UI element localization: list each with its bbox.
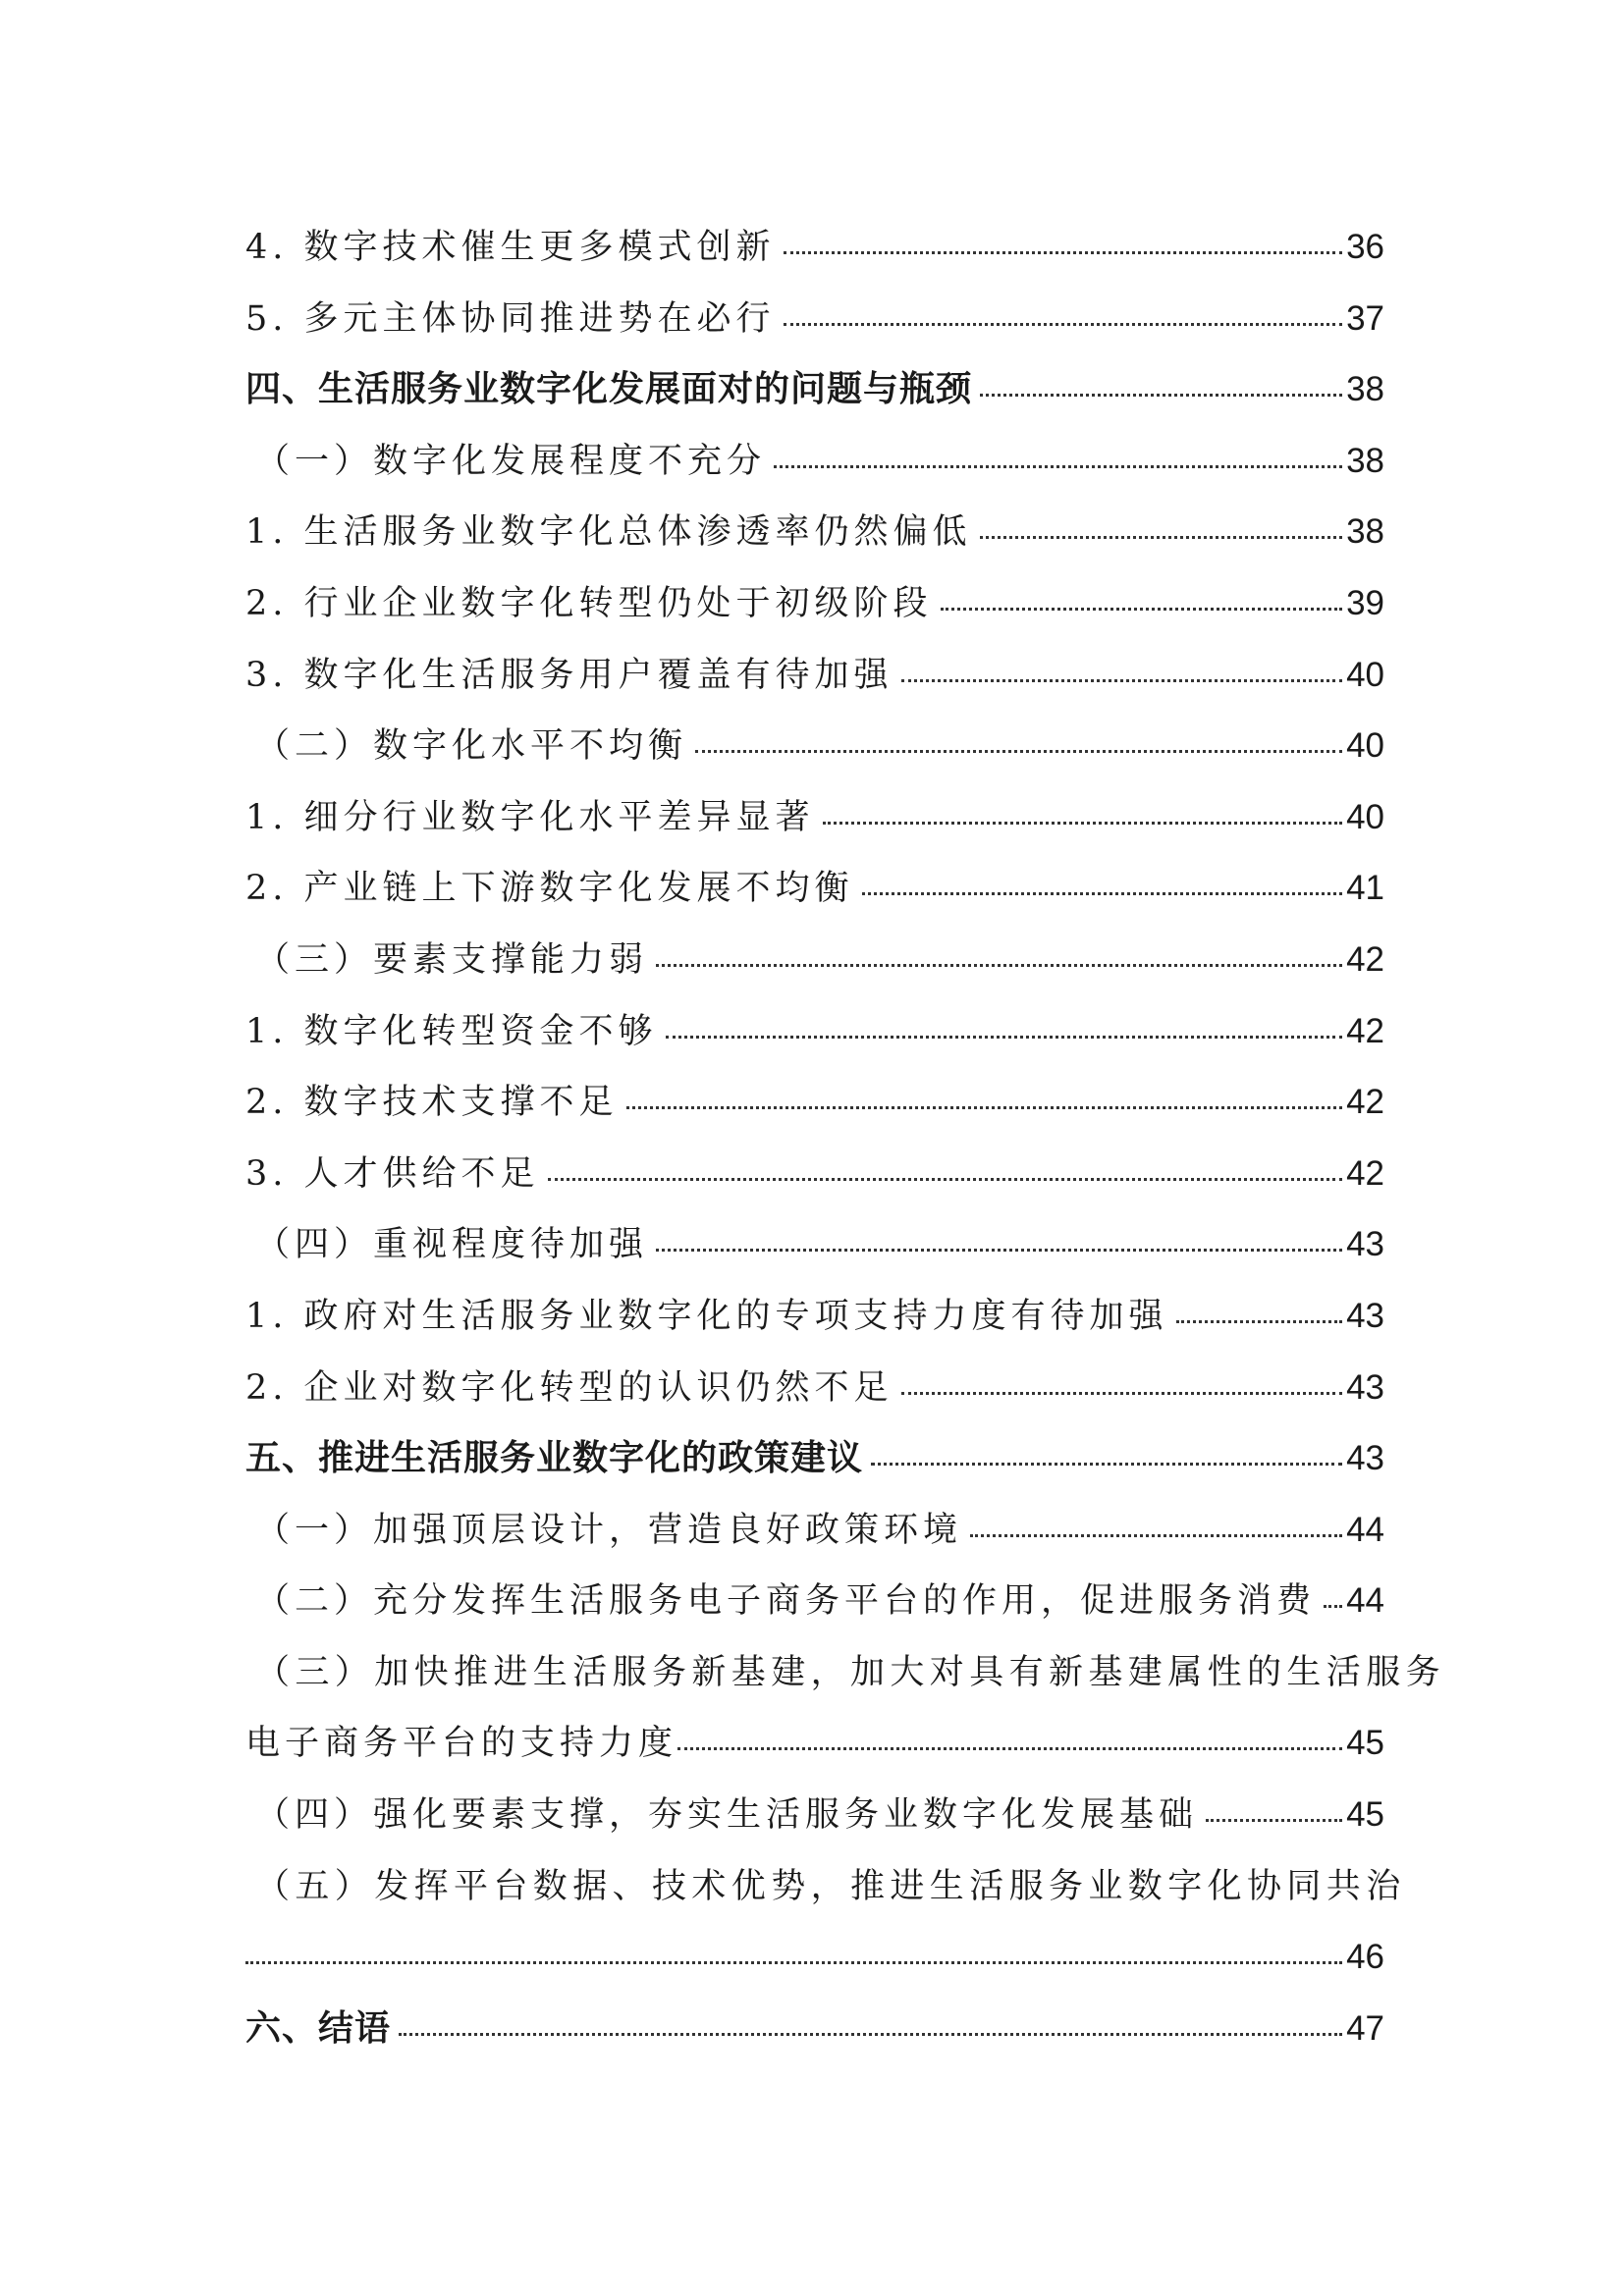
toc-subsection[interactable] [245, 1495, 1384, 1567]
toc-section-heading[interactable] [245, 1423, 1384, 1495]
toc-page-number: 43 [1346, 1439, 1384, 1478]
toc-page-number: 40 [1346, 726, 1384, 766]
toc-subsection[interactable] [245, 711, 1384, 782]
toc-subsection[interactable] [245, 426, 1384, 498]
toc-entry-title: 2. 行业企业数字化转型仍处于初级阶段 [245, 583, 933, 623]
toc-page-number: 40 [1346, 655, 1384, 694]
toc-page-number: 36 [1346, 228, 1384, 266]
toc-dot-leader [941, 607, 1343, 611]
toc-page-number: 45 [1346, 1724, 1384, 1763]
toc-subsection-line-1[interactable] [245, 1637, 1446, 1709]
toc-entry[interactable] [245, 284, 1384, 355]
toc-subsection[interactable] [245, 1566, 1384, 1637]
toc-subsection[interactable] [245, 1209, 1384, 1281]
toc-entry-title: 1. 政府对生活服务业数字化的专项支持力度有待加强 [245, 1296, 1168, 1336]
toc-entry[interactable] [245, 1281, 1384, 1353]
toc-page-number: 41 [1346, 869, 1384, 908]
toc-entry[interactable] [245, 640, 1384, 712]
toc-page-number: 43 [1346, 1367, 1384, 1407]
toc-page-number: 38 [1346, 512, 1384, 552]
toc-dot-leader [774, 464, 1342, 468]
toc-page-number: 47 [1346, 2008, 1384, 2048]
toc-dot-leader [970, 1533, 1342, 1537]
toc-subsection-line-2[interactable] [245, 1922, 1384, 1994]
toc-entry-title: 3. 数字化生活服务用户覆盖有待加强 [245, 655, 893, 695]
toc-page-number: 40 [1346, 797, 1384, 836]
toc-subsection[interactable] [245, 1780, 1384, 1851]
toc-entry-title: 2. 数字技术支撑不足 [245, 1083, 619, 1123]
toc-page-number: 42 [1346, 1011, 1384, 1050]
toc-entry[interactable] [245, 568, 1384, 640]
toc-entry-title: （四）强化要素支撑，夯实生活服务业数字化发展基础 [255, 1795, 1199, 1836]
toc-entry-title-continuation: 电子商务平台的支持力度 [245, 1724, 678, 1764]
toc-entry-title: 5. 多元主体协同推进势在必行 [245, 298, 776, 339]
toc-entry-title: （二）数字化水平不均衡 [255, 726, 688, 767]
toc-dot-leader [1206, 1818, 1342, 1822]
toc-page-number: 44 [1346, 1510, 1384, 1549]
toc-section-heading[interactable] [245, 354, 1384, 426]
toc-subsection-line-2[interactable] [245, 1708, 1384, 1780]
toc-entry[interactable] [245, 782, 1384, 854]
toc-dot-leader [871, 1462, 1342, 1466]
toc-page-number: 38 [1346, 441, 1384, 480]
toc-dot-leader [980, 535, 1343, 539]
toc-entry-title: （二）充分发挥生活服务电子商务平台的作用，促进服务消费 [255, 1581, 1317, 1622]
toc-page-number: 43 [1346, 1225, 1384, 1264]
toc-entry-title: （一）加强顶层设计，营造良好政策环境 [255, 1510, 963, 1550]
toc-entry-title: 四、生活服务业数字化发展面对的问题与瓶颈 [245, 369, 973, 410]
toc-dot-leader [666, 1035, 1343, 1039]
toc-page-number: 42 [1346, 939, 1384, 979]
toc-section-heading[interactable] [245, 1994, 1384, 2065]
toc-entry[interactable] [245, 996, 1384, 1068]
toc-entry-title: （五）发挥平台数据、技术优势，推进生活服务业数字化协同共治 [255, 1866, 1406, 1906]
toc-entry-title: （三）加快推进生活服务新基建，加大对具有新基建属性的生活服务 [255, 1652, 1446, 1692]
toc-entry-title: 1. 生活服务业数字化总体渗透率仍然偏低 [245, 512, 972, 553]
toc-entry-title: 3. 人才供给不足 [245, 1153, 540, 1194]
toc-page-number: 46 [1346, 1938, 1384, 1977]
toc-dot-leader [626, 1105, 1343, 1109]
toc-entry-title: 4. 数字技术催生更多模式创新 [245, 228, 776, 267]
toc-entry-title: 五、推进生活服务业数字化的政策建议 [245, 1438, 864, 1479]
toc-dot-leader [548, 1177, 1343, 1181]
toc-entry[interactable] [245, 853, 1384, 925]
toc-entry[interactable] [245, 497, 1384, 568]
toc-subsection[interactable] [245, 925, 1384, 996]
toc-page-number: 37 [1346, 298, 1384, 338]
toc-dot-leader [823, 821, 1343, 825]
toc-entry[interactable] [245, 1353, 1384, 1424]
toc-entry[interactable] [245, 212, 1384, 284]
toc-dot-leader [784, 322, 1343, 326]
toc-entry[interactable] [245, 1067, 1384, 1139]
toc-page-number: 42 [1346, 1083, 1384, 1122]
toc-subsection-line-1[interactable] [245, 1851, 1406, 1923]
toc-entry-title: 1. 数字化转型资金不够 [245, 1011, 658, 1051]
toc-page-number: 38 [1346, 370, 1384, 409]
toc-dot-leader [677, 1746, 1342, 1750]
toc-dot-leader [1176, 1319, 1343, 1323]
toc-dot-leader [901, 1391, 1343, 1395]
toc-entry-title: 2. 产业链上下游数字化发展不均衡 [245, 869, 854, 909]
toc-dot-leader [784, 250, 1343, 254]
toc-dot-leader [245, 1960, 1342, 1964]
toc-dot-leader [656, 1248, 1342, 1252]
toc-dot-leader [980, 393, 1342, 397]
toc-page-number: 43 [1346, 1296, 1384, 1335]
toc-entry-title: 1. 细分行业数字化水平差异显著 [245, 797, 815, 837]
toc-entry-title: （一）数字化发展程度不充分 [255, 441, 767, 481]
toc-dot-leader [399, 2032, 1342, 2036]
toc-dot-leader [695, 749, 1342, 753]
toc-entry-title: （四）重视程度待加强 [255, 1225, 649, 1265]
toc-dot-leader [862, 891, 1343, 895]
toc-page-number: 44 [1346, 1581, 1384, 1621]
toc-dot-leader [656, 963, 1342, 967]
table-of-contents [245, 212, 1446, 2064]
toc-entry-title: 2. 企业对数字化转型的认识仍然不足 [245, 1367, 893, 1408]
toc-page-number: 45 [1346, 1795, 1384, 1835]
toc-entry-title: （三）要素支撑能力弱 [255, 939, 649, 980]
toc-entry[interactable] [245, 1139, 1384, 1210]
toc-page-number: 39 [1346, 583, 1384, 622]
toc-dot-leader [901, 678, 1343, 682]
toc-dot-leader [1324, 1604, 1342, 1608]
toc-entry-title: 六、结语 [245, 2007, 392, 2049]
toc-page-number: 42 [1346, 1153, 1384, 1193]
